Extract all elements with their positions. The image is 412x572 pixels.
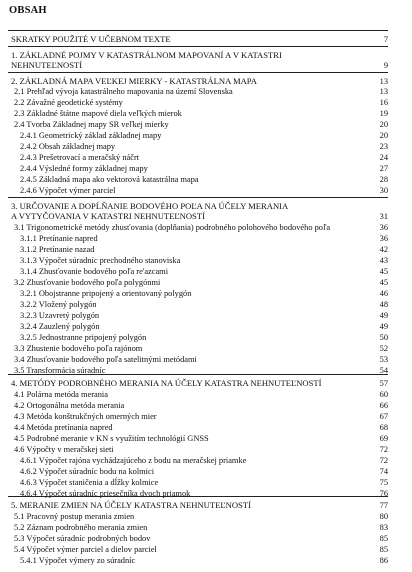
- toc-entry-title: 2.4.2 Obsah základnej mapy: [20, 142, 116, 151]
- toc-entry[interactable]: [0, 321, 412, 332]
- toc-entry-title: 3.2 Zhusťovanie bodového poľa polygónmi: [14, 278, 161, 287]
- toc-entry-title: 3.2.1 Obojstranne pripojený a orientovaný polygón: [20, 289, 192, 298]
- toc-entry-page: 7: [383, 35, 388, 44]
- toc-entry[interactable]: [0, 174, 412, 185]
- toc-entry[interactable]: [0, 422, 412, 433]
- toc-entry-title: 5.3 Výpočet súradníc podrobných bodov: [14, 534, 151, 543]
- toc-entry[interactable]: [0, 354, 412, 365]
- toc-entry[interactable]: [0, 119, 412, 130]
- toc-entry-title: 2.3 Základné štátne mapové diela veľkých mierok: [14, 109, 182, 118]
- toc-entry[interactable]: [0, 411, 412, 422]
- toc-entry[interactable]: [0, 233, 412, 244]
- toc-entry-page: 80: [379, 512, 388, 521]
- toc-entry-page: 50: [379, 333, 388, 342]
- toc-entry-title: 4.5 Podrobné meranie v KN s využitím technológií GNSS: [14, 434, 209, 443]
- toc-entry[interactable]: [0, 477, 412, 488]
- toc-entry-title: 1. ZÁKLADNÉ POJMY V KATASTRÁLNOM MAPOVANÍ A V KATASTRI: [11, 50, 282, 60]
- toc-entry-title: 4.3 Metóda konštrukčných omerných mier: [14, 412, 157, 421]
- toc-entry-title: 2.4.5 Základná mapa ako vektorová katastrálna mapa: [20, 175, 199, 184]
- toc-entry-page: 27: [379, 164, 388, 173]
- toc-entry-title: SKRATKY POUŽITÉ V UČEBNOM TEXTE: [11, 34, 171, 44]
- toc-entry-page: 42: [379, 245, 388, 254]
- toc-entry-title: 3.2.2 Vložený polygón: [20, 300, 97, 309]
- toc-entry[interactable]: [0, 244, 412, 255]
- toc-entry-page: 68: [379, 423, 388, 432]
- toc-entry-title: 4.4 Metóda pretínania napred: [14, 423, 113, 432]
- toc-entry[interactable]: [0, 108, 412, 119]
- toc-entry[interactable]: [0, 185, 412, 196]
- toc-entry[interactable]: [0, 60, 412, 71]
- toc-entry-title: 3.2.3 Uzavretý polygón: [20, 311, 100, 320]
- toc-entry[interactable]: [0, 389, 412, 400]
- toc-entry-page: 20: [379, 120, 388, 129]
- toc-entry-page: 57: [379, 379, 388, 388]
- toc-entry-page: 66: [379, 401, 388, 410]
- toc-entry-title: 3.1.4 Zhusťovanie bodového poľa re'azcami: [20, 267, 169, 276]
- toc-entry-page: 77: [379, 501, 388, 510]
- toc-entry-page: 48: [379, 300, 388, 309]
- toc-entry[interactable]: [0, 310, 412, 321]
- toc-entry[interactable]: [0, 555, 412, 566]
- toc-entry-title: 3. URČOVANIE A DOPĹŇANIE BODOVÉHO POĽA NA ÚČELY MERANIA: [11, 201, 289, 211]
- toc-entry-title: 4.2 Ortogonálna metóda merania: [14, 401, 125, 410]
- toc-entry-title: 2.4.6 Výpočet výmer parciel: [20, 186, 116, 195]
- toc-entry-title: 2.4.4 Výsledné formy základnej mapy: [20, 164, 148, 173]
- toc-entry-page: 43: [379, 256, 388, 265]
- toc-entry-title: 3.3 Zhustenie bodového poľa rajónom: [14, 344, 143, 353]
- toc-entry-page: 75: [379, 478, 388, 487]
- toc-entry[interactable]: [0, 34, 412, 45]
- toc-entry-page: 28: [379, 175, 388, 184]
- toc-entry-page: 86: [379, 556, 388, 565]
- toc-entry[interactable]: [0, 332, 412, 343]
- toc-entry-title: 5.2 Záznam podrobného merania zmien: [14, 523, 148, 532]
- section-rule: [8, 496, 388, 497]
- toc-entry-page: 54: [379, 366, 388, 375]
- toc-entry[interactable]: [0, 266, 412, 277]
- toc-entry-title: 3.2.5 Jednostranne pripojený polygón: [20, 333, 147, 342]
- toc-entry[interactable]: [0, 544, 412, 555]
- toc-entry-page: 16: [379, 98, 388, 107]
- toc-entry-title: 4.6 Výpočty v meračskej sieti: [14, 445, 114, 454]
- toc-entry-page: 13: [379, 77, 388, 86]
- toc-entry-title: NEHNUTEĽNOSTÍ: [11, 60, 83, 70]
- toc-entry[interactable]: [0, 222, 412, 233]
- toc-entry-title: A VYTYČOVANIA V KATASTRI NEHNUTEĽNOSTÍ: [11, 211, 205, 221]
- toc-entry-page: 72: [379, 445, 388, 454]
- toc-entry[interactable]: [0, 378, 412, 389]
- toc-entry[interactable]: [0, 277, 412, 288]
- toc-entry-title: 5. MERANIE ZMIEN NA ÚČELY KATASTRA NEHNUTEĽNOSTÍ: [11, 500, 251, 510]
- section-rule: [8, 46, 388, 47]
- toc-entry[interactable]: [0, 488, 412, 499]
- toc-entry[interactable]: [0, 511, 412, 522]
- toc-entry-title: 5.4.1 Výpočet výmery zo súradníc: [20, 556, 136, 565]
- toc-entry-page: 74: [379, 467, 388, 476]
- toc-entry-title: 4.6.3 Výpočet staničenia a dĺžky kolmice: [20, 478, 159, 487]
- toc-entry-title: 3.5 Transformácia súradníc: [14, 366, 106, 375]
- toc-entry-title: 4.6.1 Výpočet rajóna vychádzajúceho z bodu na meračskej priamke: [20, 456, 247, 465]
- toc-entry[interactable]: [0, 163, 412, 174]
- toc-entry-page: 53: [379, 355, 388, 364]
- toc-entry-page: 45: [379, 267, 388, 276]
- toc-entry-page: 30: [379, 186, 388, 195]
- toc-entry[interactable]: [0, 86, 412, 97]
- toc-entry-page: 13: [379, 87, 388, 96]
- toc-entry[interactable]: [0, 466, 412, 477]
- toc-entry-title: 2.4.3 Prešetrovací a meračský náčrt: [20, 153, 140, 162]
- toc-entry-page: 83: [379, 523, 388, 532]
- toc-entry-title: 2. ZÁKLADNÁ MAPA VEĽKEJ MIERKY - KATASTRÁLNA MAPA: [11, 76, 258, 86]
- toc-entry-title: 4.6.2 Výpočet súradníc bodu na kolmici: [20, 467, 155, 476]
- toc-entry-page: 49: [379, 311, 388, 320]
- toc-entry-title: 4. METÓDY PODROBNÉHO MERANIA NA ÚČELY KATASTRA NEHNUTEĽNOSTÍ: [11, 378, 322, 388]
- toc-entry[interactable]: [0, 255, 412, 266]
- toc-entry[interactable]: [0, 444, 412, 455]
- toc-entry-page: 46: [379, 289, 388, 298]
- toc-entry-title: 3.2.4 Zauzlený polygón: [20, 322, 100, 331]
- toc-entry-page: 36: [379, 223, 388, 232]
- toc-entry-page: 19: [379, 109, 388, 118]
- toc-entry-page: 69: [379, 434, 388, 443]
- toc-entry[interactable]: [0, 533, 412, 544]
- toc-entry-title: 5.4 Výpočet výmer parciel a dielov parciel: [14, 545, 157, 554]
- toc-entry-title: 2.1 Prehľad vývoja katastrálneho mapovania na území Slovenska: [14, 87, 233, 96]
- toc-entry-page: 23: [379, 142, 388, 151]
- toc-entry-page: 60: [379, 390, 388, 399]
- toc-entry[interactable]: [0, 152, 412, 163]
- toc-entry-title: 3.1.1 Pretínanie napred: [20, 234, 98, 243]
- toc-entry[interactable]: [0, 299, 412, 310]
- toc-entry-page: 67: [379, 412, 388, 421]
- toc-entry-page: 31: [379, 212, 388, 221]
- toc-entry-title: 2.4 Tvorba Základnej mapy SR veľkej mierky: [14, 120, 169, 129]
- toc-entry[interactable]: [0, 500, 412, 511]
- toc-entry[interactable]: [0, 130, 412, 141]
- toc-entry-title: 3.1 Trigonometrické metódy zhusťovania (doplňania) podrobného polohového bodového poľa: [14, 223, 331, 232]
- toc-entry-page: 9: [383, 61, 388, 70]
- toc-entry-title: 3.1.2 Pretínanie nazad: [20, 245, 95, 254]
- toc-entry-page: 24: [379, 153, 388, 162]
- toc-entry-page: 85: [379, 534, 388, 543]
- toc-entry-title: 3.1.3 Výpočet súradníc prechodného stanoviska: [20, 256, 181, 265]
- toc-entry-page: 20: [379, 131, 388, 140]
- toc-entry-title: 4.6.4 Výpočet súradníc priesečníka dvoch priamok: [20, 489, 191, 498]
- toc-entry-page: 45: [379, 278, 388, 287]
- toc-entry-title: 3.4 Zhusťovanie bodového poľa satelitnými metódami: [14, 355, 197, 364]
- toc-entry-page: 36: [379, 234, 388, 243]
- toc-entry-page: 85: [379, 545, 388, 554]
- toc-entry-page: 72: [379, 456, 388, 465]
- toc-entry[interactable]: [0, 141, 412, 152]
- section-rule: [8, 30, 388, 31]
- section-rule: [8, 374, 388, 375]
- toc-heading: OBSAH: [9, 5, 47, 16]
- toc-entry[interactable]: [0, 433, 412, 444]
- toc-entry-title: 2.4.1 Geometrický základ základnej mapy: [20, 131, 162, 140]
- toc-entry[interactable]: [0, 455, 412, 466]
- toc-entry[interactable]: [0, 400, 412, 411]
- toc-entry[interactable]: [0, 211, 412, 222]
- section-rule: [8, 197, 388, 198]
- toc-entry[interactable]: [0, 288, 412, 299]
- toc-entry[interactable]: [0, 97, 412, 108]
- toc-entry-title: 4.1 Polárna metóda merania: [14, 390, 108, 399]
- toc-entry-title: 2.2 Závažné geodetické systémy: [14, 98, 123, 107]
- toc-entry[interactable]: [0, 522, 412, 533]
- toc-entry-title: 5.1 Pracovný postup merania zmien: [14, 512, 135, 521]
- toc-entry-page: 52: [379, 344, 388, 353]
- toc-entry-page: 49: [379, 322, 388, 331]
- toc-entry-page: 76: [379, 489, 388, 498]
- section-rule: [8, 72, 388, 73]
- toc-entry[interactable]: [0, 343, 412, 354]
